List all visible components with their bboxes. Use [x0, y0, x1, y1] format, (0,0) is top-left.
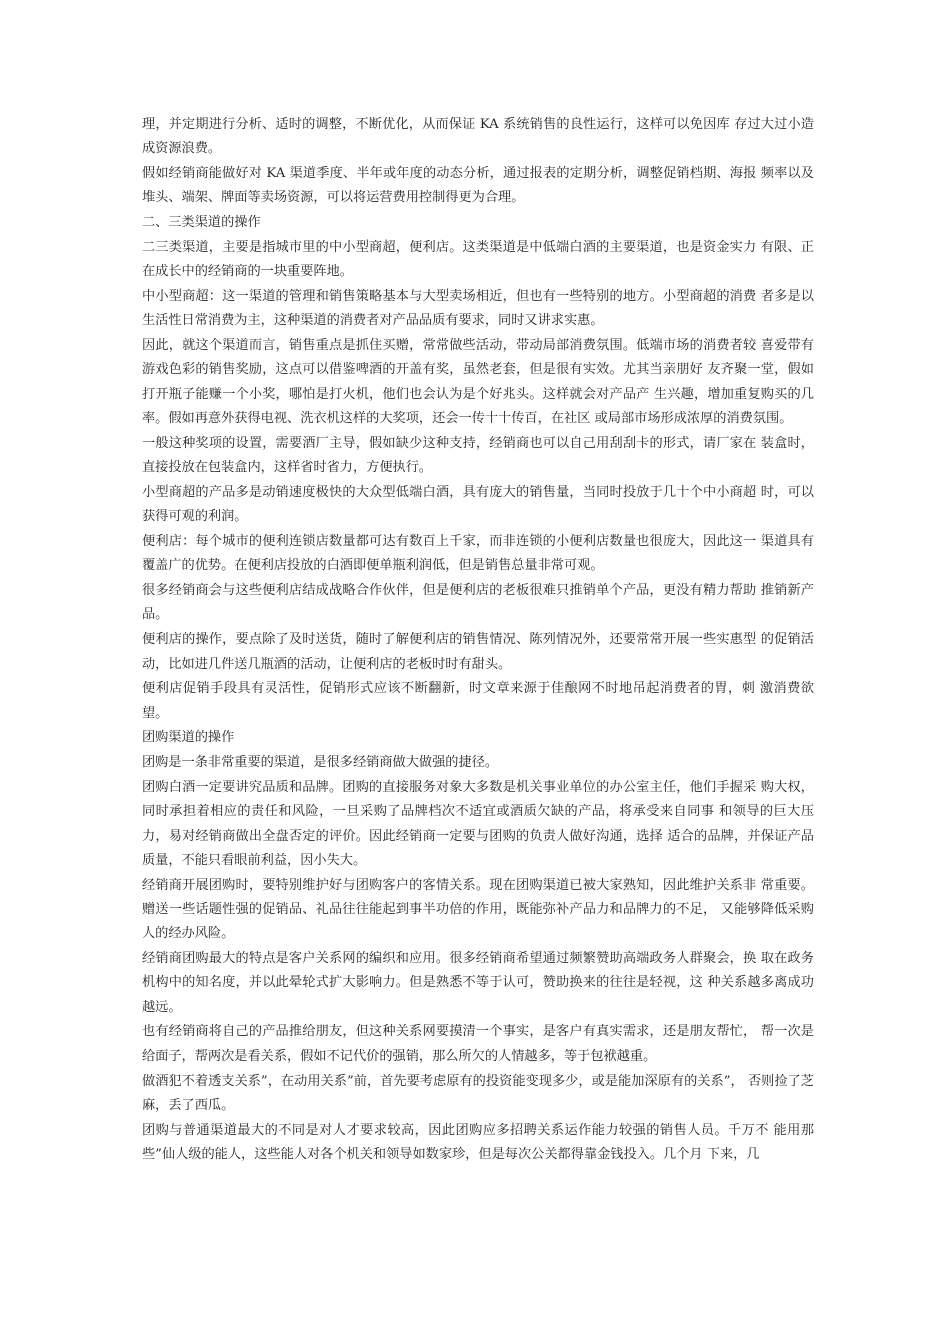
- paragraph-convenience-store-promotion: 便利店促销手段具有灵活性，促销形式应该不断翻新，时文章来源于佳酿网不时地吊起消费者的胃，刺 激消费欲望。: [142, 681, 814, 721]
- paragraph-ka-dynamic-analysis: 假如经销商能做好对 KA 渠道季度、半年或年度的动态分析，通过报表的定期分析，调整促销档期、海报 频率以及堆头、端架、牌面等卖场资源，可以将运营费用控制得更为合理。: [142, 166, 814, 206]
- paragraph-small-supermarket-products: 小型商超的产品多是动销速度极快的大众型低端白酒，具有庞大的销售量，当同时投放于几十个中小商超 时，可以获得可观的利润。: [142, 484, 814, 525]
- paragraph-relationship-network: 经销商团购最大的特点是客户关系网的编织和应用。很多经销商希望通过频繁赞助高端政务人群聚会，换 取在政务机构中的知名度，并以此晕轮式扩大影响力。但是熟悉不等于认可，赞助换来的往往是轻视，这 种关系越多离成功越远。: [142, 951, 814, 1015]
- paragraph-convenience-stores: 便利店：每个城市的便利连锁店数量都可达有数百上千家，而非连锁的小便利店数量也很庞大，因此这一 渠道具有覆盖广的优势。在便利店投放的白酒即便单瓶利润低，但是销售总量非常可观。: [142, 534, 814, 574]
- paragraph-talent-requirements: 团购与普通渠道最大的不同是对人才要求较高，因此团购应多招聘关系运作能力较强的销售人员。千万不 能用那些”仙人级的能人，这些能人对各个机关和领导如数家珍，但是每次公关都得靠金钱投入。几个月 下来，几: [142, 1122, 814, 1162]
- paragraph-prize-setup: 一般这种奖项的设置，需要酒厂主导，假如缺少这种支持，经销商也可以自己用刮刮卡的形式，请厂家在 装盒时，直接投放在包装盒内，这样省时省力，方便执行。: [142, 435, 814, 476]
- paragraph-group-purchase-importance: 团购是一条非常重要的渠道，是很多经销商做大做强的捷径。: [142, 755, 499, 771]
- section-heading-group-purchase: 团购渠道的操作: [142, 730, 235, 746]
- paragraph-secondary-channels-intro: 二三类渠道，主要是指城市里的中小型商超，便利店。这类渠道是中低端白酒的主要渠道，也是资金实力 有限、正在成长中的经销商的一块重要阵地。: [142, 239, 814, 280]
- paragraph-small-supermarkets: 中小型商超：这一渠道的管理和销售策略基本与大型卖场相近，但也有一些特别的地方。小型商超的消费 者多是以生活性日常消费为主，这种渠道的消费者对产品品质有要求，同时又讲求实惠。: [142, 289, 814, 329]
- paragraph-friends-sales: 也有经销商将自己的产品推给朋友，但这种关系网要摸清一个事实，是客户有真实需求，还是朋友帮忙， 帮一次是给面子，帮两次是看关系，假如不记代价的强销，那么所欠的人情越多，等于包袱越重。: [142, 1024, 814, 1064]
- paragraph-promotion-focus: 因此，就这个渠道而言，销售重点是抓住买赠，常常做些活动，带动局部消费氛围。低端市场的消费者较 喜爱带有游戏色彩的销售奖励，这点可以借鉴啤酒的开盖有奖，虽然老套，但是很有实效。尤其当亲朋好 友齐聚一堂，假如打开瓶子能赚一个小奖，哪怕是打火机，他们也会认为是个好兆头。这样就会对产品产 生兴趣，增加重复购买的几率。假如再意外获得电视、洗衣机这样的大奖项，还会一传十十传百，在社区 或局部市场形成浓厚的消费氛围。: [142, 338, 814, 427]
- paragraph-customer-relations: 经销商开展团购时，要特别维护好与团购客户的客情关系。现在团购渠道已被大家熟知，因此维护关系非 常重要。赠送一些话题性强的促销品、礼品往往能起到事半功倍的作用，既能弥补产品力和品牌力的不足， 又能够降低采购人的经办风险。: [142, 877, 814, 942]
- paragraph-convenience-store-operation: 便利店的操作，要点除了及时送货，随时了解便利店的销售情况、陈列情况外，还要常常开展一些实惠型 的促销活动，比如进几件送几瓶酒的活动，让便利店的老板时时有甜头。: [142, 632, 814, 672]
- paragraph-overdraw-relations: 做酒犯不着透支关系”，在动用关系”前，首先要考虑原有的投资能变现多少，或是能加深原有的关系”， 否则捡了芝麻，丢了西瓜。: [142, 1073, 814, 1113]
- section-heading-secondary-channels: 二、三类渠道的操作: [142, 215, 261, 231]
- document-body: [142, 113, 814, 1168]
- paragraph-inventory-analysis: 理，并定期进行分析、适时的调整，不断优化，从而保证 KA 系统销售的良性运行，这样可以免因库 存过大过小造成资源浪费。: [142, 117, 814, 157]
- paragraph-strategic-partners: 很多经销商会与这些便利店结成战略合作伙伴，但是便利店的老板很难只推销单个产品，更没有精力帮助 推销新产品。: [142, 583, 814, 623]
- paragraph-quality-and-brand: 团购白酒一定要讲究品质和品牌。团购的直接服务对象大多数是机关事业单位的办公室主任，他们手握采 购大权，同时承担着相应的责任和风险，一旦采购了品牌档次不适宜或酒质欠缺的产品，将承受来自同事 和领导的巨大压力，易对经销商做出全盘否定的评价。因此经销商一定要与团购的负责人做好沟通，选择 适合的品牌，并保证产品质量，不能只看眼前利益，因小失大。: [142, 780, 814, 868]
